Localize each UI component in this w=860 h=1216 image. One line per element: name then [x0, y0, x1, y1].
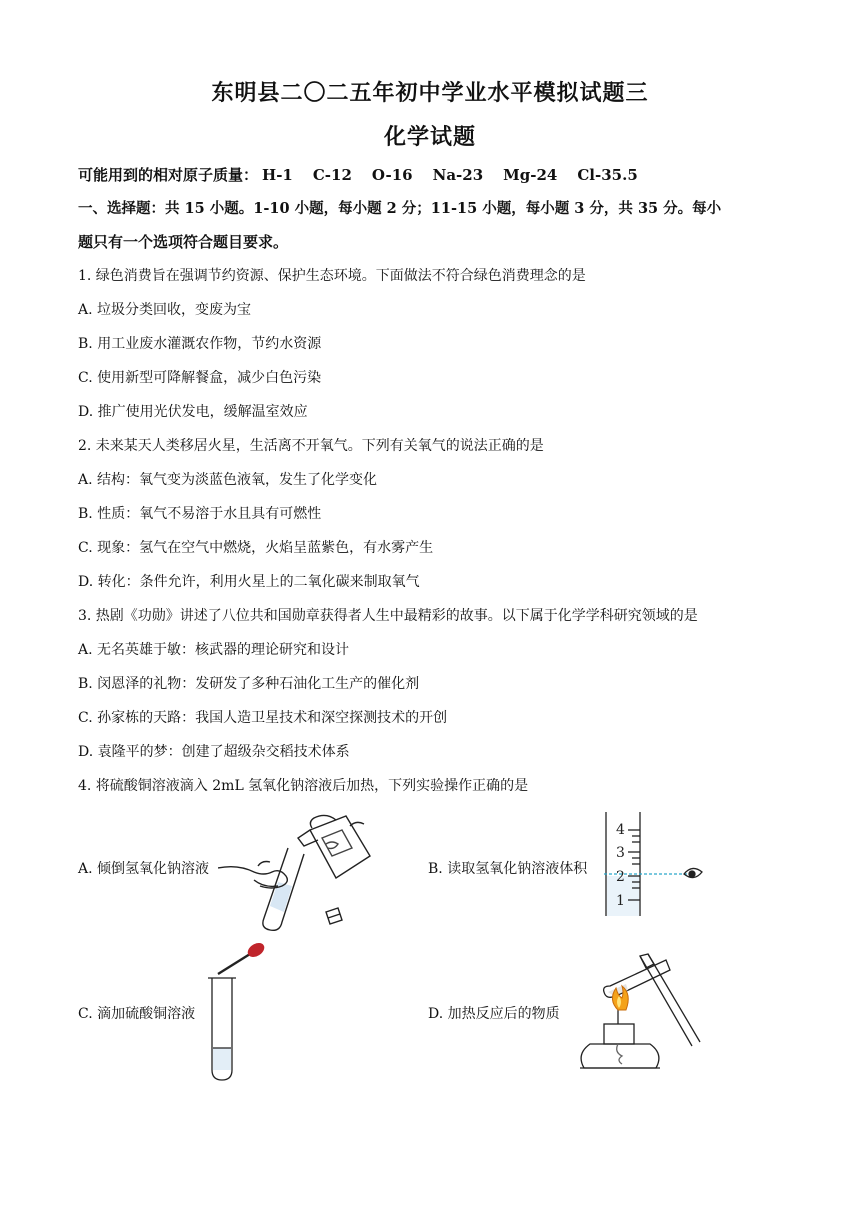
reading-cylinder-figure [596, 812, 712, 918]
heating-tube-figure [570, 950, 710, 1078]
section-heading-line1: 一、选择题：共 15 小题。1-10 小题，每小题 2 分；11-15 小题，每小题 3 分，共 35 分。每小 [78, 200, 722, 217]
dropping-solution-figure [200, 940, 270, 1082]
question-2-option-b[interactable]: B. 性质：氧气不易溶于水且具有可燃性 [78, 506, 322, 522]
dropper [218, 954, 250, 974]
mass-item: O-16 [371, 166, 413, 184]
question-1-option-c[interactable]: C. 使用新型可降解餐盒，减少白色污染 [78, 370, 322, 386]
mass-item: Mg-24 [503, 166, 558, 184]
mass-item: Na-23 [432, 166, 484, 184]
question-4-stem: 4. 将硫酸铜溶液滴入 2mL 氢氧化钠溶液后加热，下列实验操作正确的是 [78, 778, 529, 794]
scale-label: 1 [616, 893, 625, 909]
question-4-option-d[interactable]: D. 加热反应后的物质 [428, 1006, 560, 1022]
scale-label: 2 [616, 869, 625, 885]
question-1-option-b[interactable]: B. 用工业废水灌溉农作物，节约水资源 [78, 336, 322, 352]
exam-title: 东明县二〇二五年初中学业水平模拟试题三 [211, 80, 649, 106]
dropper-bulb [245, 940, 267, 960]
question-2-option-c[interactable]: C. 现象：氢气在空气中燃烧，火焰呈蓝紫色，有水雾产生 [78, 540, 434, 556]
atomic-masses [78, 164, 658, 185]
question-4-option-c[interactable]: C. 滴加硫酸铜溶液 [78, 1006, 196, 1022]
question-3-option-a[interactable]: A. 无名英雄于敏：核武器的理论研究和设计 [78, 642, 350, 658]
section-heading-line2: 题只有一个选项符合题目要求。 [78, 233, 289, 251]
reagent-bottle [310, 816, 370, 878]
scale-label: 4 [616, 822, 625, 838]
question-3-option-c[interactable]: C. 孙家栋的天路：我国人造卫星技术和深空探测技术的开创 [78, 710, 448, 726]
scale-label: 3 [616, 845, 625, 861]
question-1-option-a[interactable]: A. 垃圾分类回收，变废为宝 [78, 302, 252, 318]
question-4-option-b[interactable]: B. 读取氢氧化钠溶液体积 [428, 861, 588, 877]
mass-item: C-12 [312, 166, 352, 184]
atomic-masses-label: 可能用到的相对原子质量： [78, 166, 259, 184]
pouring-liquid-figure [218, 808, 378, 932]
question-2-option-a[interactable]: A. 结构：氧气变为淡蓝色液氧，发生了化学变化 [78, 472, 378, 488]
question-1-option-d[interactable]: D. 推广使用光伏发电，缓解温室效应 [78, 404, 308, 420]
question-3-option-b[interactable]: B. 闵恩泽的礼物：发研发了多种石油化工生产的催化剂 [78, 676, 420, 692]
alcohol-lamp [581, 1044, 659, 1068]
question-2-option-d[interactable]: D. 转化：条件允许，利用火星上的二氧化碳来制取氧气 [78, 574, 420, 590]
question-3-option-d[interactable]: D. 袁隆平的梦：创建了超级杂交稻技术体系 [78, 744, 350, 760]
question-3-stem: 3. 热剧《功勋》讲述了八位共和国勋章获得者人生中最精彩的故事。以下属于化学学科研究领域的是 [78, 608, 698, 624]
question-2-stem: 2. 未来某天人类移居火星，生活离不开氧气。下列有关氧气的说法正确的是 [78, 438, 544, 454]
mass-item: Cl-35.5 [577, 166, 638, 184]
exam-subtitle: 化学试题 [383, 124, 476, 150]
mass-item: H-1 [262, 166, 293, 184]
question-4-option-a[interactable]: A. 倾倒氢氧化钠溶液 [78, 861, 210, 877]
question-1-stem: 1. 绿色消费旨在强调节约资源、保护生态环境。下面做法不符合绿色消费理念的是 [78, 268, 586, 284]
